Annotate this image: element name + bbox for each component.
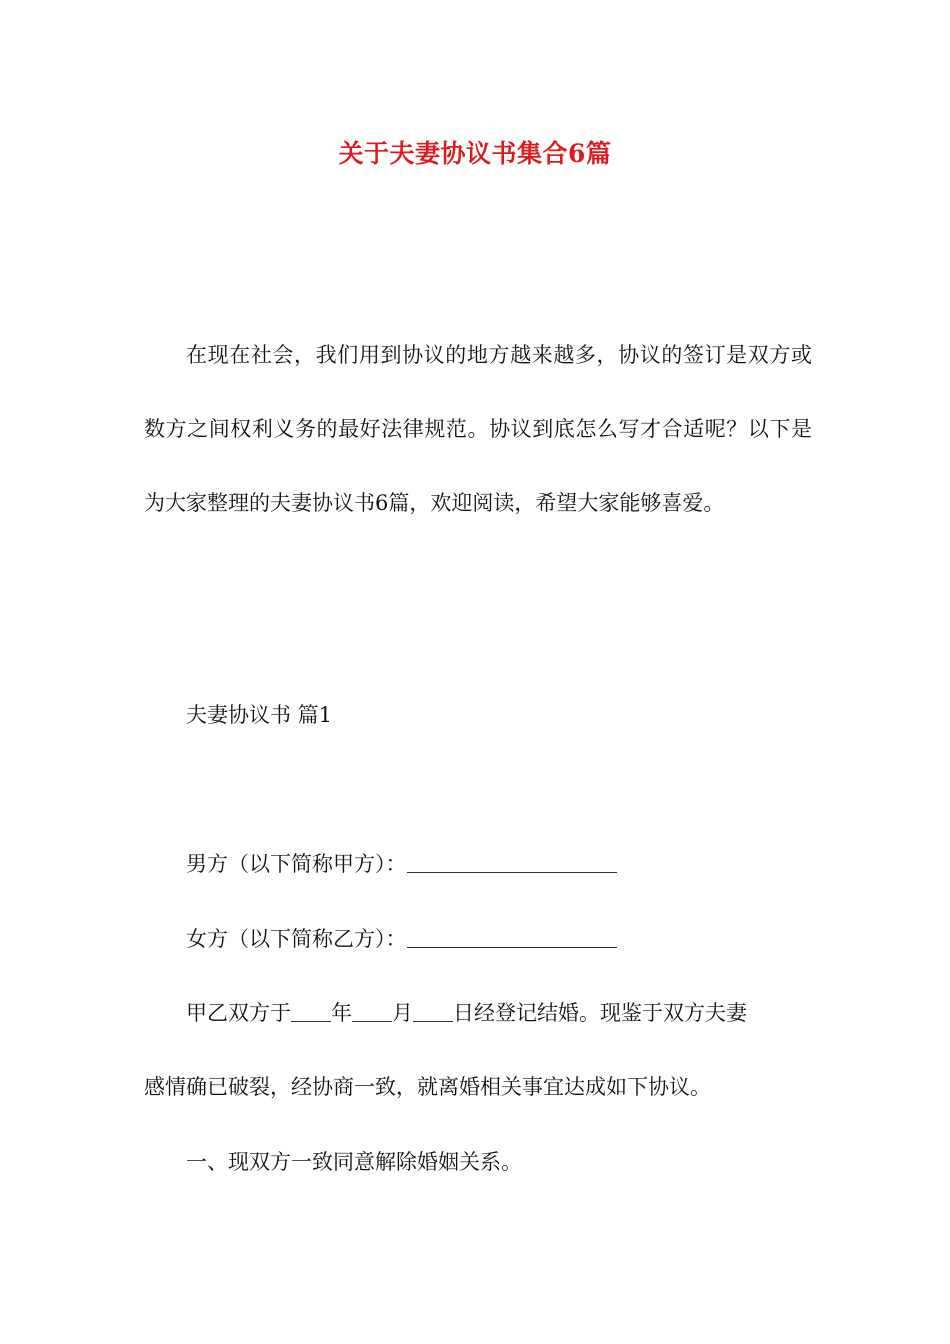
marriage-date-line	[144, 991, 854, 1035]
clause-1: 一、现双方一致同意解除婚姻关系。	[186, 1150, 522, 1174]
male-party-line	[144, 842, 854, 886]
document-title: 关于夫妻协议书集合6篇	[338, 139, 612, 168]
day-blank[interactable]	[413, 1001, 453, 1022]
year-blank[interactable]	[291, 1001, 331, 1022]
marriage-suffix: 日经登记结婚。现鉴于双方夫妻	[453, 1001, 747, 1025]
section-heading: 夫妻协议书 篇1	[186, 703, 333, 727]
marriage-prefix: 甲乙双方于	[186, 1001, 291, 1025]
male-party-blank[interactable]	[407, 852, 617, 873]
female-party-line	[144, 917, 854, 961]
year-label: 年	[331, 1001, 352, 1025]
female-party-blank[interactable]	[407, 927, 617, 948]
marriage-line-2: 感情确已破裂，经协商一致，就离婚相关事宜达成如下协议。	[144, 1075, 711, 1099]
month-blank[interactable]	[352, 1001, 392, 1022]
month-label: 月	[392, 1001, 413, 1025]
intro-paragraph: 在现在社会，我们用到协议的地方越来越多，协议的签订是双方或数方之间权利义务的最好法律规范。协议到底怎么写才合适呢？以下是为大家整理的夫妻协议书6篇，欢迎阅读，希望大家能够喜爱。	[144, 343, 812, 515]
female-party-label: 女方（以下简称乙方）：	[186, 927, 407, 951]
male-party-label: 男方（以下简称甲方）：	[186, 852, 407, 876]
